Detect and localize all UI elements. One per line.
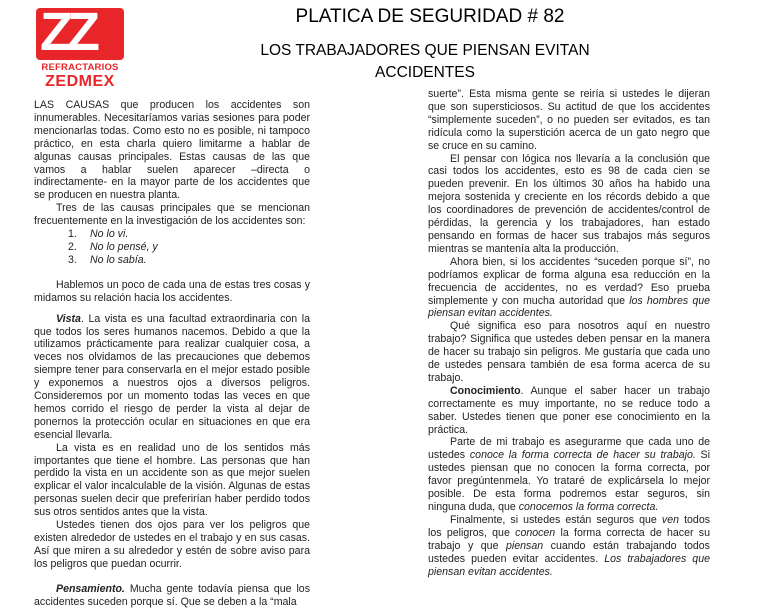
paragraph-conocimiento: Conocimiento. Aunque el saber hacer un trabajo correctamente es muy importante, no se reduce todo a saber. Ustedes tienen que poner ese conocimiento en la práctica. [428, 384, 710, 436]
paragraph-finalmente: Finalmente, si ustedes están seguros que ven todos los peligros, que conocen la forma correcta de hacer su trabajo y que piensan cuando están trabajando todos ustedes pueden evitar accidentes. Los trabajadores que piensan evitan accidentes. [428, 513, 711, 578]
subtitle-line-2: ACCIDENTES [375, 64, 475, 81]
heading-vista: Vista [56, 312, 81, 325]
logo-mark [36, 2, 124, 62]
logo-refractarios: REFRACTARIOS [41, 62, 119, 73]
paragraph-suerte: suerte”. Esta misma gente se reiría si ustedes le dijeran que son supersticiosos. Su actitud de que los accidentes “simplemente suceden”, o no pueden ser evitados, es tan ridícula como la superstición acerca de un gato negro que se cruce en su camino. [428, 88, 710, 152]
right-column [428, 88, 710, 578]
logo-zedmex: ZEDMEX [45, 73, 115, 90]
paragraph-ahora-bien: Ahora bien, si los accidentes “suceden porque sí”, no podríamos explicar de forma alguna esa reducción en la frecuencia de accidentes, no es verdad? Eso prueba simplemente y con mucha autoridad que los hombres que piensan evitan accidentes. [428, 255, 710, 320]
page-subtitle [220, 40, 630, 84]
causes-list [68, 228, 310, 267]
zedmex-logo [30, 2, 130, 90]
list-item: 1. No lo vi. [68, 228, 129, 241]
paragraph-pensamiento: Pensamiento. Mucha gente todavía piensa que los accidentes suceden porque sí. Que se deben a la “mala [34, 582, 310, 608]
subtitle-line-1: LOS TRABAJADORES QUE PIENSAN EVITAN [260, 42, 590, 59]
heading-conocimiento: Conocimiento [450, 384, 521, 397]
paragraph-causas: LAS CAUSAS que producen los accidentes son innumerables. Necesitaríamos varias sesiones para poder mencionarlas todas. Como esto no es posible, ni tampoco práctico, en esta charla quiero limitarme a hablar de algunas causas principales. Estas causas de las que vamos a hablar suelen aparecer –directa o indirectamente- en la mayor parte de los accidentes que se producen en nuestra planta. [34, 99, 310, 202]
logo-mark-text: ZZ [40, 2, 94, 62]
left-column [34, 99, 310, 609]
paragraph-vista: Vista. La vista es una facultad extraordinaria con la que todos los seres humanos nacemos. Debido a que la utilizamos prácticamente para realizar cualquier cosa, a veces nos olvidamos de las precauciones que debemos siempre tener para conservarla en el mejor estado posible y exponemos a nuestros ojos a diversos peligros. Consideremos por un momento todas las veces en que hemos corrido el riesgo de perder la vista al dejar de ponernos la protección ocular en situaciones en que era esencial llevarla. [34, 312, 310, 441]
paragraph-mi-trabajo: Parte de mi trabajo es asegurarme que cada uno de ustedes conoce la forma correcta de hacer su trabajo. Si ustedes piensan que no conocen la forma correcta, por favor pregúntenmela. Yo trataré de explicársela lo mejor posible. De esta forma podremos estar seguros, sin ninguna duda, que conocemos la forma correcta. [428, 436, 710, 513]
paragraph-ojos: Ustedes tienen dos ojos para ver los peligros que existen alrededor de ustedes en el trabajo y en sus casas. Así que miren a su alrededor y estén de sobre aviso para los peligros que puedan ocurrir. [34, 519, 310, 570]
paragraph-vista-2: La vista es en realidad uno de los sentidos más importantes que tiene el hombre. Las personas que han perdido la vista en un accidente son as que mejor suelen explicar el valor incalculable de la visión. Algunas de estas personas suelen decir que preferirían haber perdido todos sus otros sentidos antes que la vista. [34, 441, 310, 519]
paragraph-significa: Qué significa eso para nosotros aquí en nuestro trabajo? Significa que ustedes deben pensar en la manera de hacer su trabajo sin peligros. Me gustaría que cada uno de ustedes pensara también de esa forma acerca de su trabajo. [428, 320, 710, 384]
page-title: PLATICA DE SEGURIDAD # 82 [295, 6, 565, 27]
paragraph-hablemos: Hablemos un poco de cada una de estas tres cosas y midamos su relación hacia los accidentes. [34, 278, 310, 304]
list-item: 2. No lo pensé, y [68, 240, 158, 253]
paragraph-logica: El pensar con lógica nos llevaría a la conclusión que casi todos los accidentes, esto es 98 de cada cien se pueden prevenir. En los últimos 30 años ha habido una mejora sostenida y creciente en los récords debido a que los coordinadores de prevención de accidentes/control de pérdidas, la gerencia y los trabajadores, han estado pensando en formas de hacer sus trabajos más seguros mientras se mantenía alta la producción. [428, 152, 710, 255]
paragraph-tres-causas: Tres de las causas principales que se mencionan frecuentemente en la investigación de los accidentes son: [34, 202, 310, 228]
list-item: 3. No lo sabía. [68, 253, 147, 266]
heading-pensamiento: Pensamiento. [56, 582, 125, 595]
